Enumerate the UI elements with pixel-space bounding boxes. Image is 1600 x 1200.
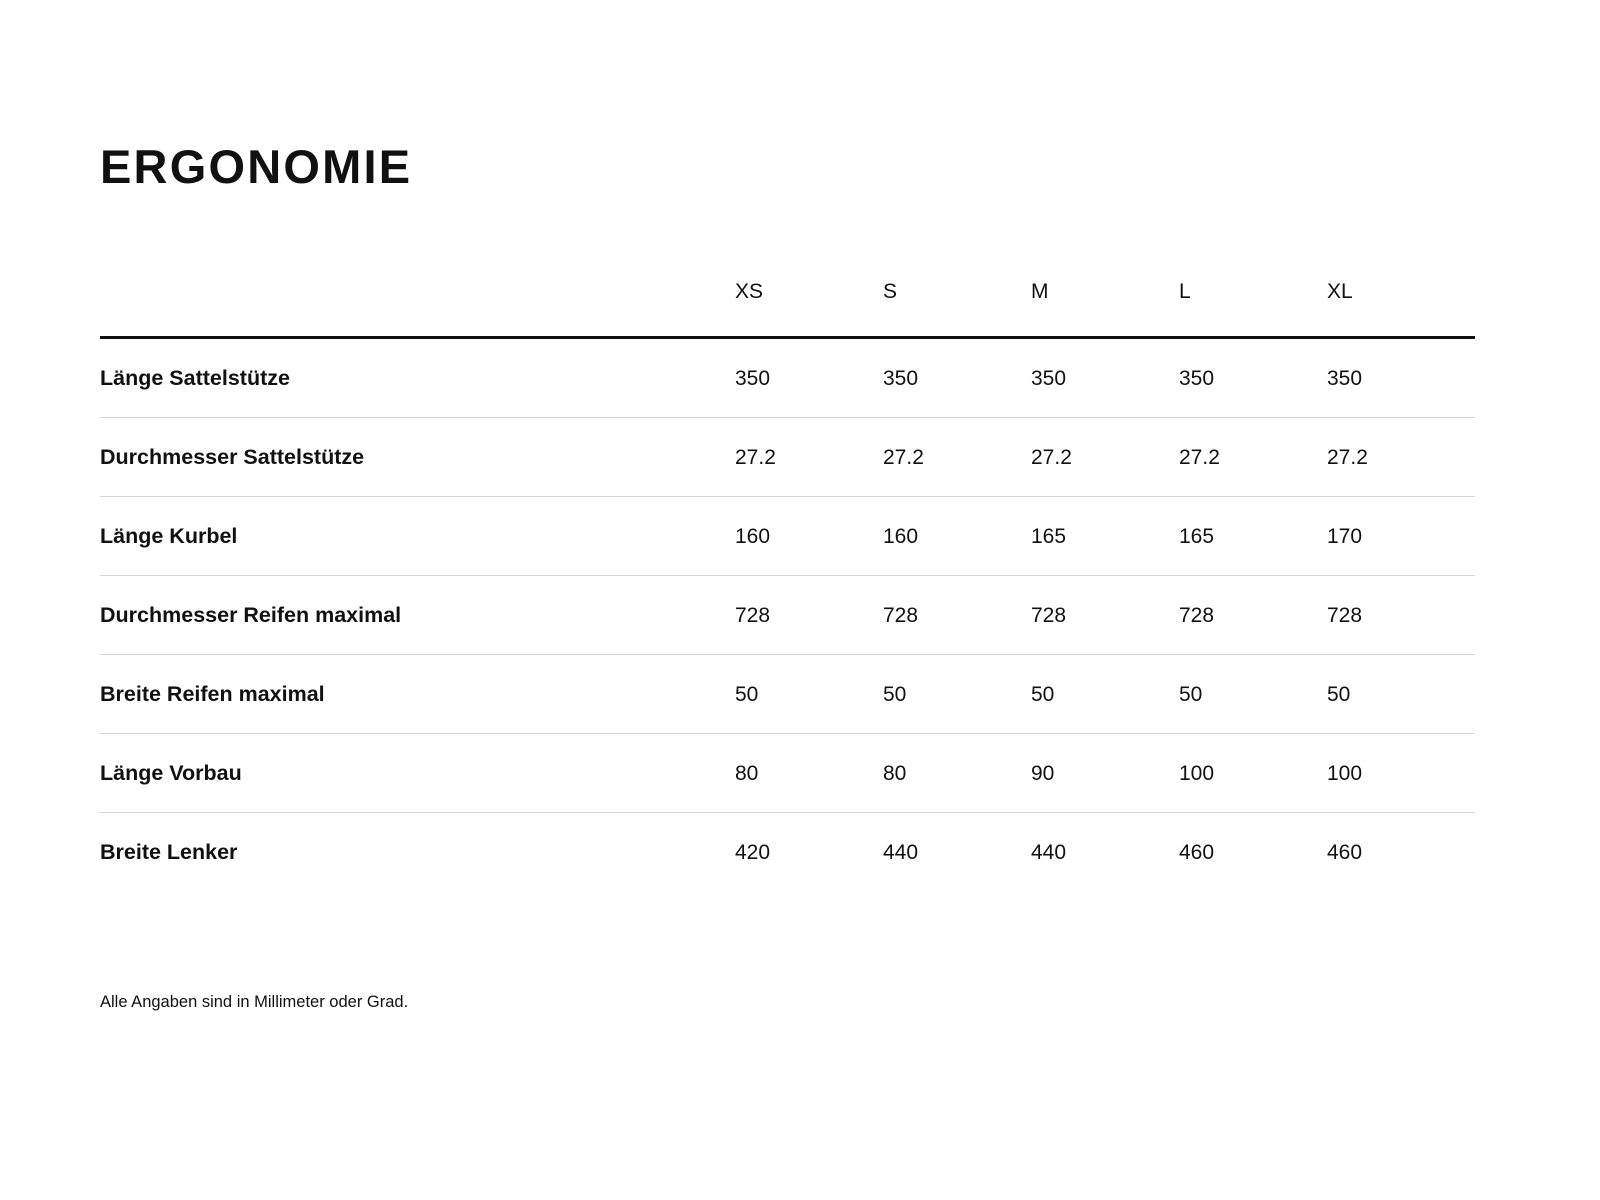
table-row: [100, 813, 1475, 892]
units-footnote: Alle Angaben sind in Millimeter oder Grad.: [100, 993, 409, 1011]
row-label: Durchmesser Reifen maximal: [100, 576, 735, 655]
cell-m: 440: [1031, 840, 1067, 864]
column-header-l: L: [1179, 280, 1191, 303]
row-label: Länge Vorbau: [100, 734, 735, 813]
cell-l: 728: [1179, 576, 1327, 655]
cell-s: 728: [883, 576, 1031, 655]
cell-xl: 170: [1327, 497, 1475, 576]
cell-xs: 350: [735, 338, 883, 418]
table-header: [100, 280, 1475, 338]
column-header-label: [100, 280, 735, 338]
cell-m: 165: [1031, 497, 1179, 576]
table-body: [100, 338, 1475, 892]
cell-s: 27.2: [883, 418, 1031, 497]
cell-xl: 27.2: [1327, 418, 1475, 497]
cell-xl: 460: [1327, 840, 1363, 864]
row-label: Durchmesser Sattelstütze: [100, 418, 735, 497]
row-label: Breite Lenker: [100, 840, 238, 864]
cell-xl: 50: [1327, 655, 1475, 734]
cell-xs: 728: [735, 576, 883, 655]
table-row: [100, 418, 1475, 497]
cell-s: 440: [883, 840, 919, 864]
row-label: Länge Sattelstütze: [100, 338, 735, 418]
cell-s: 160: [883, 497, 1031, 576]
table-row: [100, 734, 1475, 813]
column-header-m: M: [1031, 280, 1049, 303]
page-title: ERGONOMIE: [100, 140, 413, 193]
cell-l: 165: [1179, 497, 1327, 576]
cell-m: 50: [1031, 655, 1179, 734]
cell-s: 350: [883, 338, 1031, 418]
cell-xs: 420: [735, 840, 771, 864]
cell-l: 350: [1179, 338, 1327, 418]
cell-s: 80: [883, 734, 1031, 813]
table-header-row: [100, 280, 1475, 338]
cell-xl: 100: [1327, 734, 1475, 813]
cell-xs: 80: [735, 734, 883, 813]
cell-m: 350: [1031, 338, 1179, 418]
cell-m: 728: [1031, 576, 1179, 655]
column-header-s: S: [883, 280, 898, 303]
column-header-xl: XL: [1327, 280, 1353, 303]
cell-xs: 160: [735, 497, 883, 576]
cell-m: 27.2: [1031, 418, 1179, 497]
cell-l: 460: [1179, 840, 1215, 864]
ergonomics-table: [100, 280, 1475, 891]
table-row: [100, 338, 1475, 418]
cell-l: 100: [1179, 734, 1327, 813]
table-row: [100, 655, 1475, 734]
ergonomics-table-container: [100, 280, 1475, 891]
table-row: [100, 576, 1475, 655]
cell-s: 50: [883, 655, 1031, 734]
cell-m: 90: [1031, 734, 1179, 813]
column-header-xs: XS: [735, 280, 764, 303]
row-label: Breite Reifen maximal: [100, 655, 735, 734]
table-row: [100, 497, 1475, 576]
row-label: Länge Kurbel: [100, 497, 735, 576]
cell-l: 50: [1179, 655, 1327, 734]
cell-xl: 728: [1327, 576, 1475, 655]
cell-l: 27.2: [1179, 418, 1327, 497]
cell-xl: 350: [1327, 338, 1475, 418]
cell-xs: 50: [735, 655, 883, 734]
cell-xs: 27.2: [735, 418, 883, 497]
